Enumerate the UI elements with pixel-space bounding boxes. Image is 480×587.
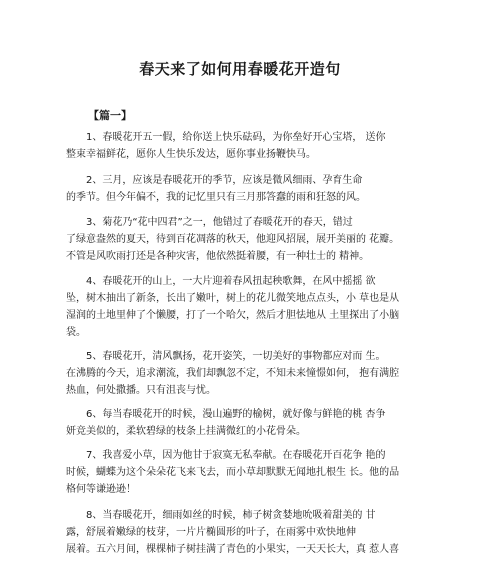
paragraph-line: 时候，蝴蝶为这个朵朵花飞来飞去，而小草却默默无闻地扎根生 长。他的品 (66, 467, 400, 478)
paragraph-line: 7、我喜爱小草，因为他甘于寂寞无私奉献。在春暖花开百花争 艳的 (86, 450, 386, 461)
paragraph-line: 妍竞美似的，柔软碧绿的枝条上挂满微红的小花骨朵。 (66, 426, 306, 437)
paragraph-line: 了绿意盎然的夏天，待到百花凋落的秋天，他迎风招展，展开美丽的 花瓣。 (66, 234, 400, 245)
paragraph-line: 格何等谦逊逊！ (66, 484, 136, 495)
paragraph-line: 2、三月，应该是春暖花开的季节，应该是微风细雨、孕育生命 (86, 175, 363, 186)
paragraph-line: 湿润的土地里伸了个懒腰，打了一个哈欠，然后才胆怯地从 土里探出了小脑 (66, 310, 400, 321)
paragraph-line: 5、春暖花开，清风飘扬，花开姿笑，一切美好的事物都应对而 生。 (86, 351, 386, 362)
paragraph-line: 8、当春暖花开，细雨如丝的时候，柿子树贪婪地吮吸着甜美的 甘 (86, 510, 376, 521)
paragraph (66, 214, 416, 265)
paragraph-line: 坠，树木抽出了新条，长出了嫩叶，树上的花儿微笑地点点头，小 草也是从 (66, 293, 400, 304)
paragraph-line: 4、春暖花开的山上，一大片迎着春风扭起秧歌舞，在风中摇摇 欲 (86, 276, 376, 287)
paragraph (66, 406, 416, 440)
paragraph (66, 273, 416, 341)
paragraph-line: 袋。 (66, 327, 86, 338)
paragraph-line: 的季节。但今年偏不，我的记忆里只有三月那答蠢的雨和狂怒的风。 (66, 192, 366, 203)
document-title: 春天来了如何用春暖花开造句 (139, 60, 341, 78)
paragraph (66, 348, 416, 399)
paragraph-line: 1、春暖花开五一假，给你送上快乐砝码，为你垒好开心宝塔， 送你 (86, 132, 386, 143)
paragraph-line: 露，舒展着嫩绿的枝芽，一片片椭圆形的叶子，在雨雾中欢快地伸 (66, 527, 356, 538)
paragraph-line: 3、菊花乃“花中四君”之一，他错过了春暖花开的春天，错过 (86, 217, 353, 228)
paragraph-line: 热血，何处撒播。只有沮丧与忧。 (66, 385, 216, 396)
paragraph-line: 6、每当春暖花开的时候，漫山遍野的榆树，就好像与鲜艳的桃 杏争 (86, 409, 386, 420)
paragraph-line: 展着。五六月间，棵棵柿子树挂满了青色的小果实，一天天长大，真 惹人喜 (66, 544, 400, 555)
paragraph (66, 447, 416, 498)
section-label: 【篇一】 (88, 109, 132, 122)
paragraph-line: 不管是风吹雨打还是各种灾害，他依然挺着腰，有一种壮士的 精神。 (66, 251, 370, 262)
paragraph (66, 129, 416, 163)
paragraph (66, 507, 416, 558)
paragraph-line: 在沸腾的今天，追求潮流，我们却飘忽不定，不知未来憧憬如何， 抱有满腔 (66, 368, 400, 379)
paragraph (66, 172, 416, 206)
paragraph-line: 整束幸福鲜花，愿你人生快乐发达，愿你事业扬鞭快马。 (66, 149, 316, 160)
